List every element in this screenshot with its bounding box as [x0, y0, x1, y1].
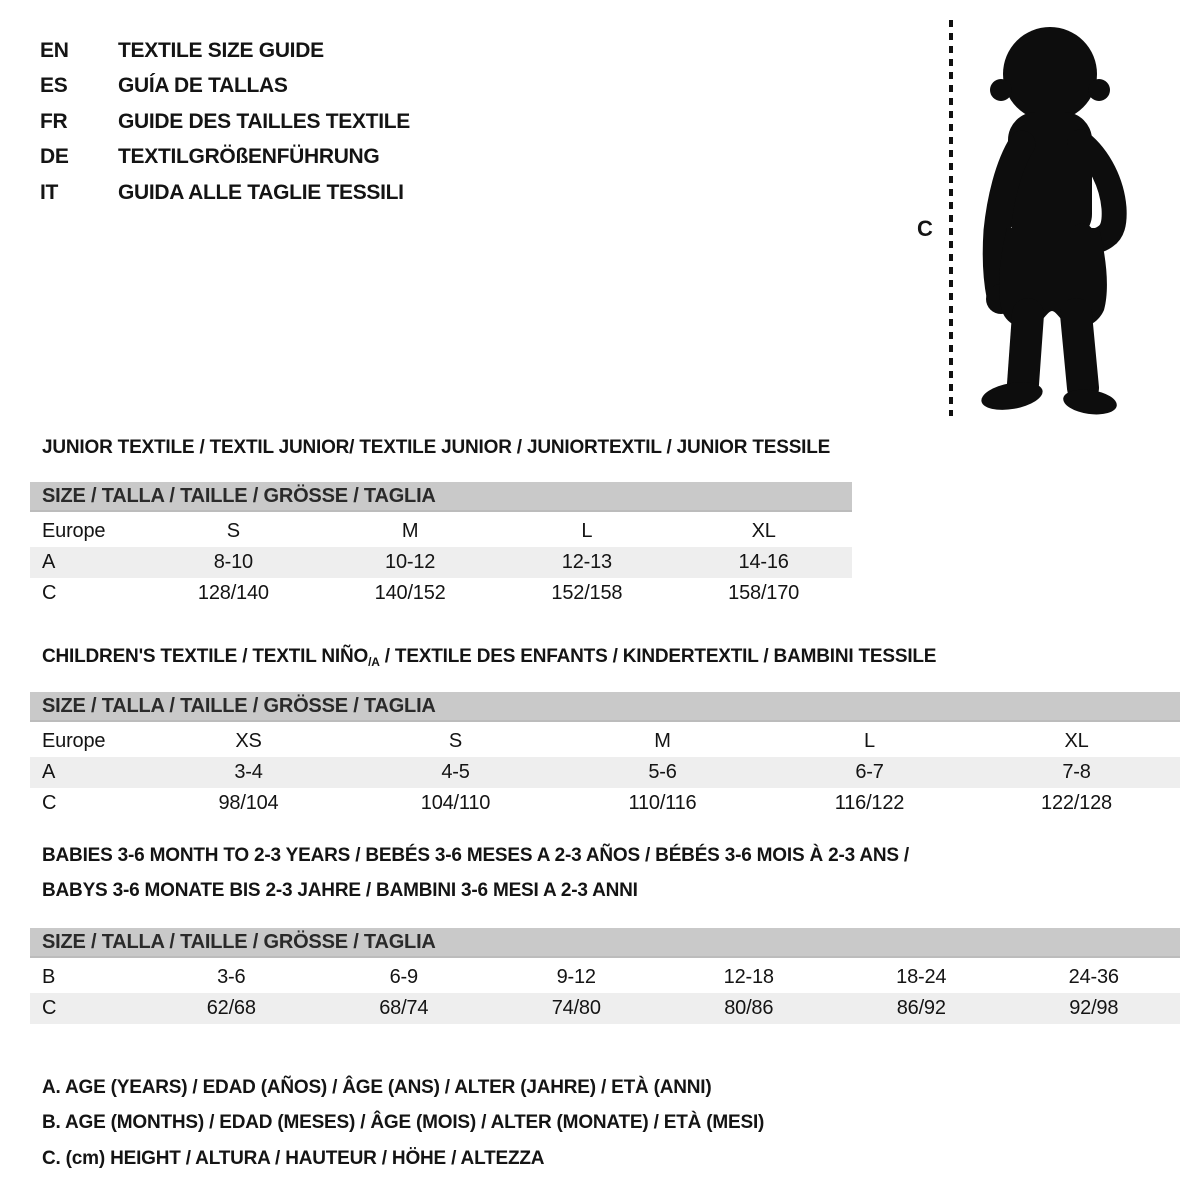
age-value: 10-12 [385, 551, 436, 573]
age-value: 14-16 [738, 551, 789, 573]
junior-size-table [30, 482, 852, 609]
children-height-row [30, 788, 1180, 819]
height-value: 86/92 [896, 997, 946, 1019]
babies-height-row [30, 993, 1180, 1024]
language-code: EN [40, 38, 69, 62]
junior-age-row [30, 547, 852, 578]
height-value: 110/116 [628, 792, 697, 814]
height-value: 158/170 [728, 582, 800, 604]
size-column: XL [751, 520, 776, 542]
size-column: M [401, 520, 419, 542]
size-column: S [226, 520, 240, 542]
language-title: GUÍA DE TALLAS [118, 74, 288, 98]
legend-height-cm: C. (cm) HEIGHT / ALTURA / HAUTEUR / HÖHE / ALTEZZA [42, 1147, 545, 1169]
size-column: M [654, 730, 671, 752]
junior-section-title: JUNIOR TEXTILE / TEXTIL JUNIOR/ TEXTILE JUNIOR / JUNIORTEXTIL / JUNIOR TESSILE [42, 437, 831, 458]
months-value: 18-24 [896, 966, 947, 988]
height-value: 140/152 [374, 582, 446, 604]
height-dashed-line [949, 20, 953, 416]
babies-size-table [30, 928, 1180, 1024]
babies-section-title-line1: BABIES 3-6 MONTH TO 2-3 YEARS / BEBÉS 3-6 MESES A 2-3 AÑOS / BÉBÉS 3-6 MOIS À 2-3 ANS / [42, 845, 910, 866]
language-row-en [40, 33, 410, 69]
height-value: 98/104 [218, 792, 279, 814]
language-code: DE [40, 145, 69, 169]
months-value: 12-18 [723, 966, 774, 988]
children-table-rows [30, 726, 1180, 819]
junior-table-rows [30, 516, 852, 609]
size-column: XL [1064, 730, 1089, 752]
baby-silhouette-icon [966, 16, 1136, 416]
row-label: A [42, 551, 56, 573]
age-value: 3-4 [234, 761, 263, 783]
age-value: 8-10 [213, 551, 253, 573]
age-value: 12-13 [561, 551, 612, 573]
children-columns-row [30, 726, 1180, 757]
region-label: Europe [42, 730, 106, 752]
language-title: GUIDA ALLE TAGLIE TESSILI [118, 180, 404, 204]
language-code: FR [40, 109, 68, 133]
language-title: TEXTILGRÖßENFÜHRUNG [118, 145, 380, 169]
age-value: 4-5 [441, 761, 470, 783]
height-value: 122/128 [1041, 792, 1112, 814]
language-title: TEXTILE SIZE GUIDE [118, 38, 324, 62]
height-value: 128/140 [197, 582, 269, 604]
legend-age-years: A. AGE (YEARS) / EDAD (AÑOS) / ÂGE (ANS) / ALTER (JAHRE) / ETÀ (ANNI) [42, 1076, 712, 1098]
language-code: IT [40, 180, 59, 204]
height-value: 116/122 [834, 792, 905, 814]
height-value: 80/86 [724, 997, 774, 1019]
height-value: 74/80 [551, 997, 601, 1019]
size-column: S [448, 730, 463, 752]
height-value: 104/110 [420, 792, 491, 814]
babies-section-title-line2: BABYS 3-6 MONATE BIS 2-3 JAHRE / BAMBINI 3-6 MESI A 2-3 ANNI [42, 880, 638, 901]
row-label: B [42, 966, 56, 988]
height-value: 68/74 [379, 997, 429, 1019]
children-title-post: / TEXTILE DES ENFANTS / KINDERTEXTIL / BAMBINI TESSILE [379, 646, 937, 667]
months-value: 9-12 [556, 966, 596, 988]
height-value: 92/98 [1069, 997, 1119, 1019]
size-column: L [864, 730, 875, 752]
junior-height-row [30, 578, 852, 609]
row-label: C [42, 792, 57, 814]
months-value: 3-6 [217, 966, 246, 988]
legend-age-months: B. AGE (MONTHS) / EDAD (MESES) / ÂGE (MOIS) / ALTER (MONATE) / ETÀ (MESI) [42, 1112, 765, 1134]
height-value: 62/68 [206, 997, 256, 1019]
language-row-it [40, 175, 410, 211]
measure-legend [42, 1070, 764, 1177]
children-title-pre: CHILDREN'S TEXTILE / TEXTIL NIÑO [42, 646, 369, 667]
babies-months-row [30, 962, 1180, 993]
language-title-list [40, 33, 410, 211]
row-label: A [42, 761, 56, 783]
babies-size-header: SIZE / TALLA / TAILLE / GRÖSSE / TAGLIA [30, 928, 1180, 958]
babies-table-rows [30, 962, 1180, 1024]
baby-height-figure [895, 0, 1155, 430]
months-value: 24-36 [1068, 966, 1119, 988]
age-value: 7-8 [1062, 761, 1091, 783]
age-value: 6-7 [855, 761, 884, 783]
children-title-sub: /A [368, 655, 380, 669]
months-value: 6-9 [389, 966, 418, 988]
height-value: 152/158 [551, 582, 623, 604]
language-row-de [40, 140, 410, 176]
children-section-title [42, 646, 936, 669]
size-column: L [581, 520, 593, 542]
size-column: XS [235, 730, 262, 752]
junior-size-header: SIZE / TALLA / TAILLE / GRÖSSE / TAGLIA [30, 482, 852, 512]
row-label: C [42, 582, 57, 604]
height-measure-label: C [917, 216, 933, 241]
age-value: 5-6 [648, 761, 677, 783]
language-title: GUIDE DES TAILLES TEXTILE [118, 109, 410, 133]
row-label: C [42, 997, 57, 1019]
children-size-header: SIZE / TALLA / TAILLE / GRÖSSE / TAGLIA [30, 692, 1180, 722]
children-size-table [30, 692, 1180, 819]
language-row-fr [40, 104, 410, 140]
region-label: Europe [42, 520, 106, 542]
language-code: ES [40, 74, 68, 98]
children-age-row [30, 757, 1180, 788]
junior-columns-row [30, 516, 852, 547]
language-row-es [40, 69, 410, 105]
